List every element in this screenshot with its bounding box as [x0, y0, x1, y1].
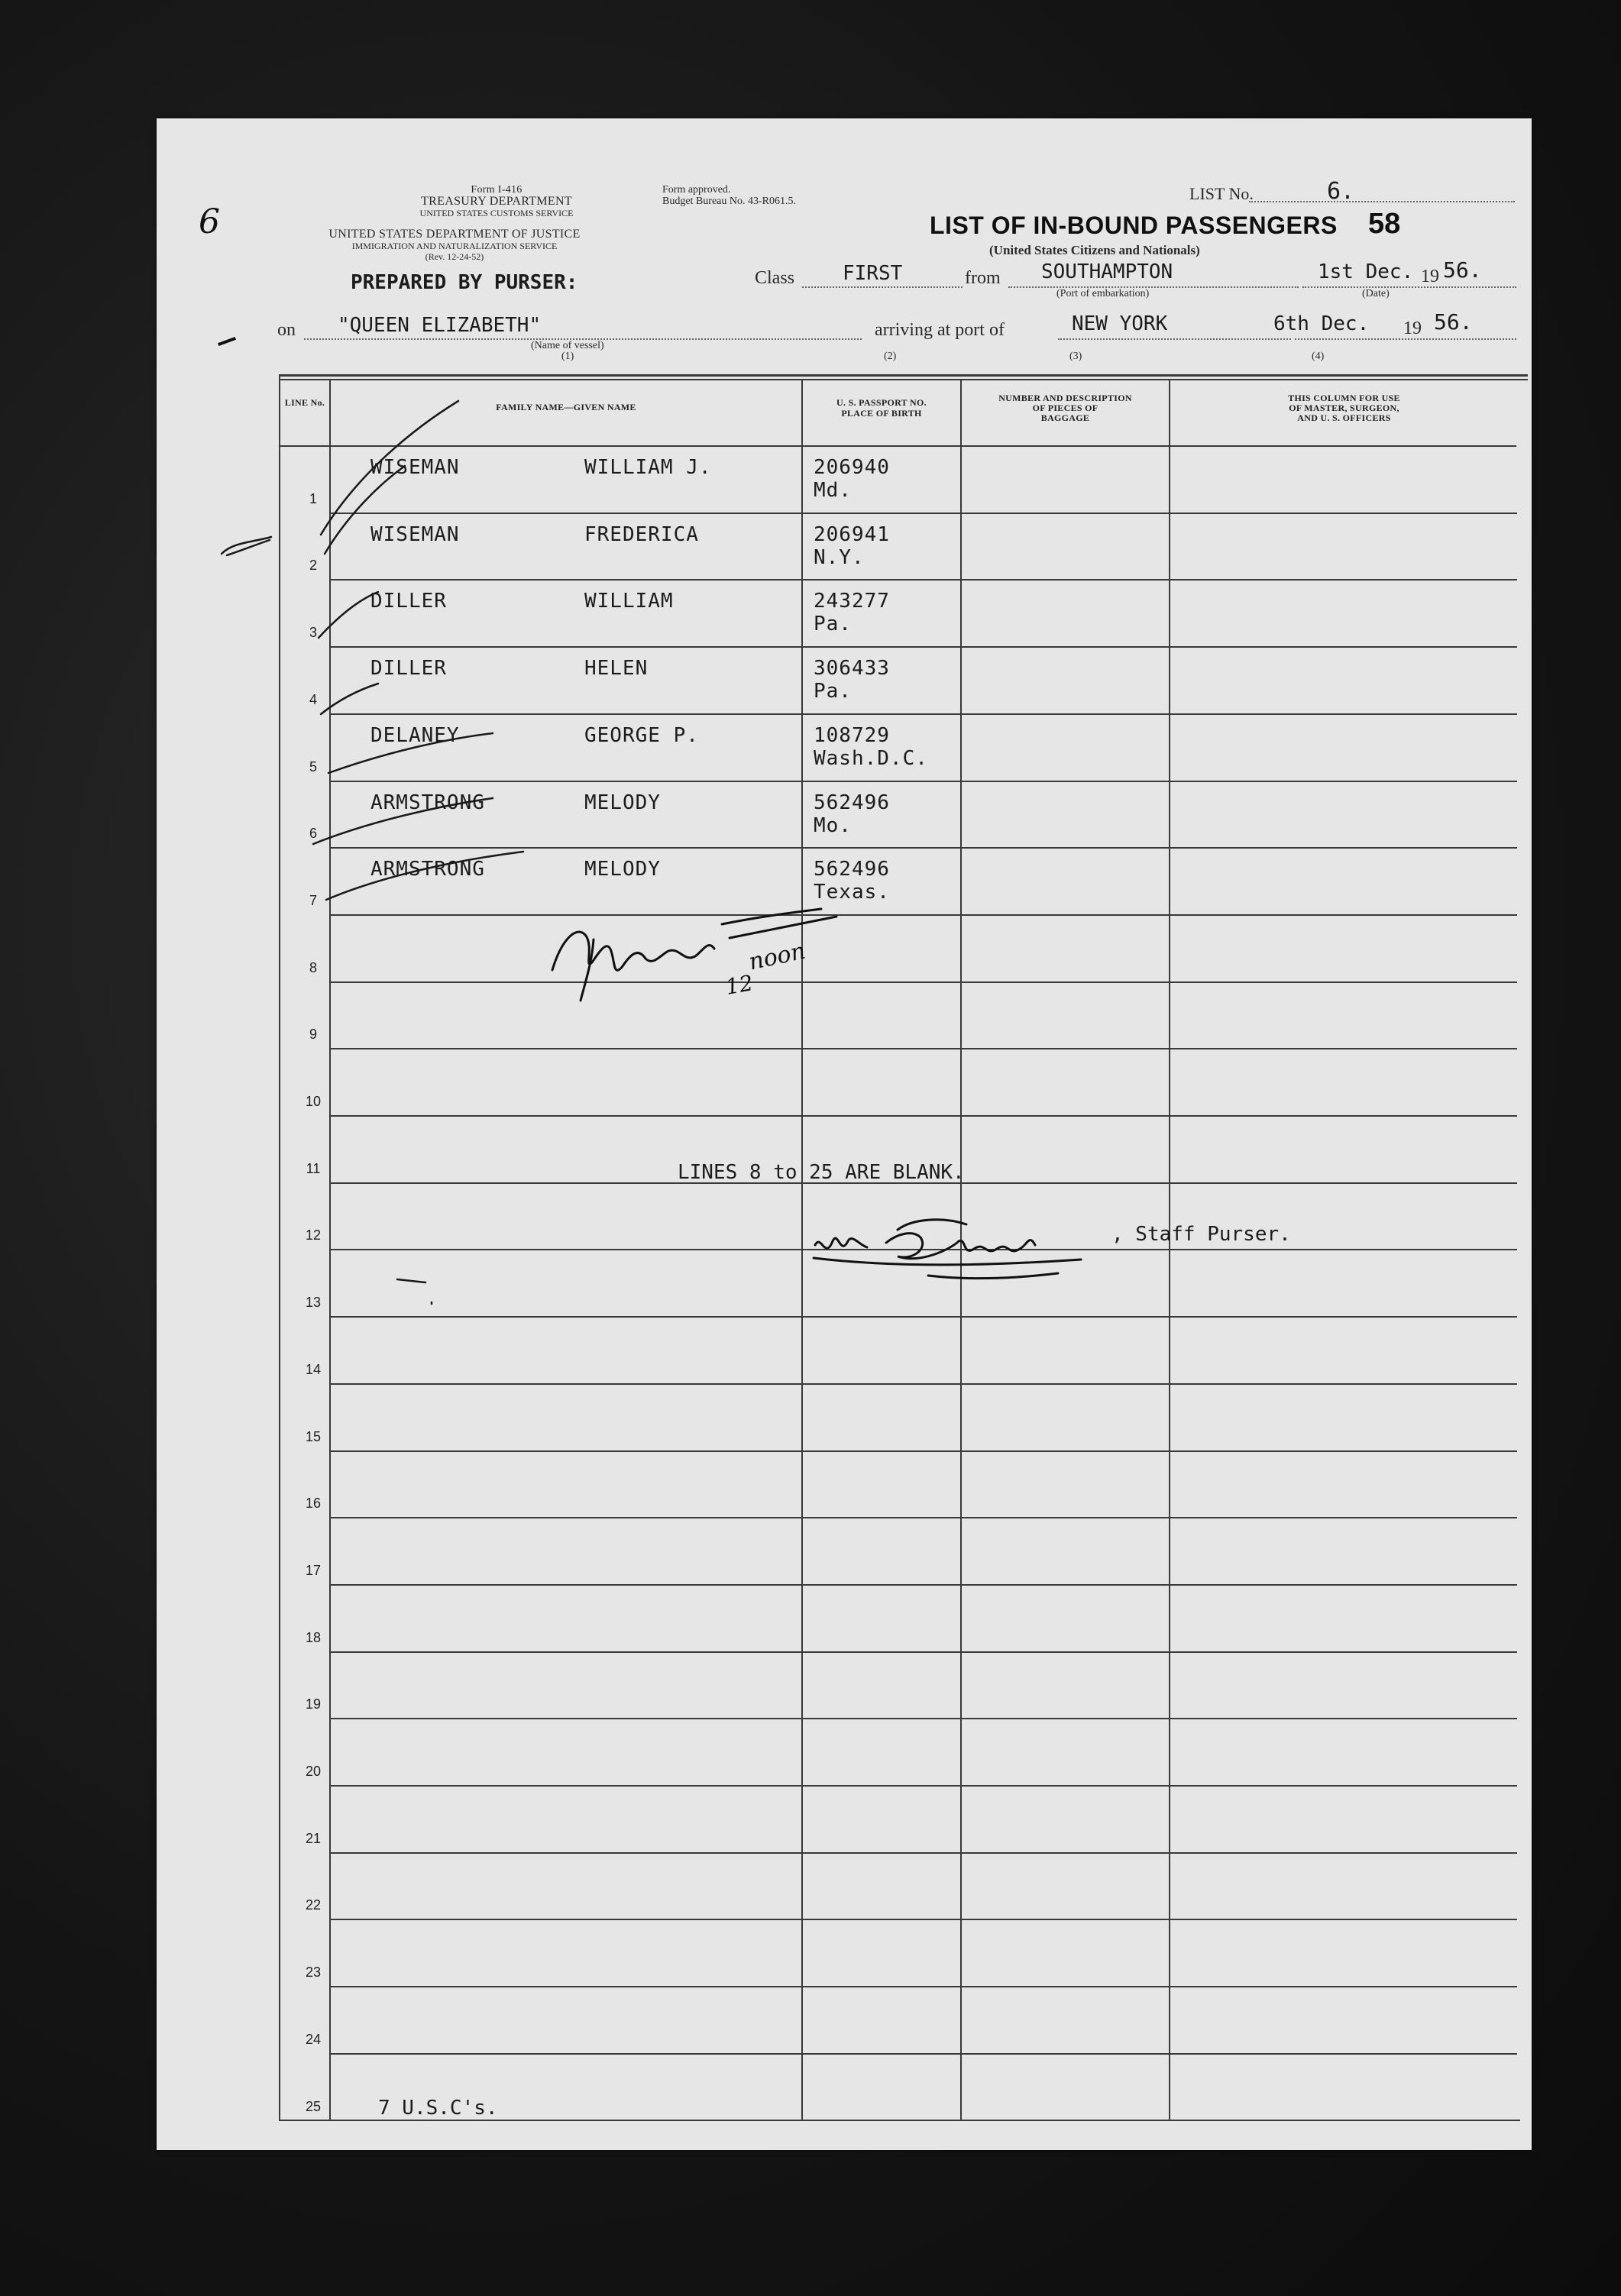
- form-number: Form I-416: [471, 184, 523, 196]
- passport-number: 306433: [814, 657, 890, 680]
- date-year-prefix: 19: [1421, 267, 1439, 286]
- line-number: 1: [309, 491, 317, 506]
- family-name: DELANEY: [370, 724, 460, 747]
- place-of-birth: Mo.: [814, 814, 852, 837]
- line-number: 22: [305, 1897, 322, 1913]
- given-name: HELEN: [584, 657, 649, 680]
- line-number: 16: [305, 1496, 322, 1511]
- line-number: 15: [305, 1429, 322, 1444]
- line-number: 5: [309, 759, 317, 774]
- margin-handwritten-mark: 6: [199, 202, 220, 241]
- line-number: 19: [305, 1696, 322, 1712]
- line-number: 12: [305, 1227, 322, 1243]
- check-mark-line-5: [328, 733, 493, 773]
- passport-number: 562496: [814, 791, 890, 814]
- col-header-birthplace: PLACE OF BIRTH: [841, 408, 922, 419]
- list-number-value: 6.: [1327, 178, 1355, 205]
- arrival-year: 56.: [1434, 309, 1473, 335]
- from-value: SOUTHAMPTON: [1041, 260, 1173, 283]
- form-approved: Form approved.: [662, 184, 731, 196]
- handwritten-12: 12: [723, 970, 755, 1000]
- handwritten-noon: noon: [746, 937, 808, 976]
- class-label: Class: [755, 268, 795, 288]
- passport-number: 108729: [814, 724, 890, 747]
- passport-number: 206940: [814, 456, 890, 479]
- page-subtitle: (United States Citizens and Nationals): [989, 243, 1200, 257]
- arrival-port: NEW YORK: [1072, 312, 1168, 335]
- line-number: 21: [305, 1831, 322, 1846]
- given-name: WILLIAM J.: [584, 456, 712, 479]
- col-header-officers-3: AND U. S. OFFICERS: [1297, 412, 1391, 423]
- line-number: 25: [305, 2099, 322, 2114]
- line-number: 7: [309, 893, 317, 908]
- check-mark-line-4: [321, 684, 378, 714]
- line-number: 13: [305, 1295, 322, 1310]
- given-name: MELODY: [584, 858, 661, 881]
- place-of-birth: Texas.: [814, 881, 890, 904]
- on-label: on: [277, 320, 296, 340]
- place-of-birth: Pa.: [814, 680, 852, 703]
- page-title: LIST OF IN-BOUND PASSENGERS: [930, 212, 1338, 239]
- blank-lines-note: LINES 8 to 25 ARE BLANK.: [678, 1161, 965, 1184]
- place-of-birth: Md.: [814, 479, 852, 502]
- arriving-label: arriving at port of: [875, 320, 1005, 340]
- line-number: 20: [305, 1764, 322, 1779]
- line-number: 23: [305, 1965, 322, 1980]
- margin-flourish: [222, 537, 271, 555]
- ins: IMMIGRATION AND NATURALIZATION SERVICE: [351, 241, 558, 251]
- col-header-baggage: NUMBER AND DESCRIPTION: [998, 393, 1132, 403]
- family-name: WISEMAN: [370, 523, 460, 546]
- passport-number: 206941: [814, 523, 890, 546]
- place-of-birth: Pa.: [814, 613, 852, 635]
- total-citizens: 7 U.S.C's.: [378, 2097, 498, 2120]
- given-name: WILLIAM: [584, 590, 674, 613]
- place-of-birth: N.Y.: [814, 546, 865, 569]
- line-number: 14: [305, 1362, 322, 1377]
- budget-bureau: Budget Bureau No. 43-R061.5.: [662, 196, 796, 207]
- line-number: 17: [305, 1563, 322, 1578]
- class-value: FIRST: [843, 262, 903, 285]
- port-embarkation-caption: (Port of embarkation): [1056, 288, 1150, 299]
- check-mark-line-1: [321, 401, 458, 535]
- manifest-sheet: [157, 118, 1532, 2150]
- check-marks: [157, 118, 1532, 2150]
- given-name: MELODY: [584, 791, 661, 814]
- date-year: 56.: [1443, 257, 1482, 283]
- staff-purser-label: , Staff Purser.: [1111, 1223, 1291, 1246]
- date-caption: (Date): [1362, 288, 1390, 299]
- line-number: 4: [309, 692, 317, 707]
- caption-1: (1): [561, 351, 574, 362]
- col-header-name: FAMILY NAME—GIVEN NAME: [496, 402, 636, 412]
- treasury-department: TREASURY DEPARTMENT: [421, 195, 572, 208]
- col-header-passport: U. S. PASSPORT NO.: [836, 397, 927, 408]
- line-number: 9: [309, 1027, 317, 1042]
- col-header-officers: THIS COLUMN FOR USE: [1288, 393, 1400, 403]
- col-header-baggage-3: BAGGAGE: [1040, 412, 1090, 423]
- purser-signature: [806, 1203, 1127, 1287]
- family-name: ARMSTRONG: [370, 791, 485, 814]
- check-mark-line-6: [313, 798, 493, 844]
- line-number: 24: [305, 2032, 322, 2047]
- line-number: 2: [309, 558, 317, 573]
- family-name: ARMSTRONG: [370, 858, 485, 881]
- caption-2: (2): [884, 351, 897, 362]
- check-mark-line-3: [319, 592, 378, 638]
- given-name: FREDERICA: [584, 523, 699, 546]
- handwritten-initials: [539, 894, 859, 1008]
- line-number: 6: [309, 826, 317, 841]
- revision: (Rev. 12-24-52): [425, 251, 484, 262]
- caption-4: (4): [1312, 351, 1325, 362]
- from-label: from: [965, 268, 1001, 288]
- passport-number: 243277: [814, 590, 890, 613]
- page-number: 58: [1368, 208, 1401, 240]
- arrival-year-prefix: 19: [1403, 319, 1422, 338]
- col-header-line-no: LINE No.: [284, 397, 325, 408]
- vessel-name: "QUEEN ELIZABETH": [338, 314, 542, 337]
- family-name: DILLER: [370, 657, 447, 680]
- list-number-label: LIST No.: [1189, 184, 1254, 203]
- place-of-birth: Wash.D.C.: [814, 747, 928, 770]
- given-name: GEORGE P.: [584, 724, 699, 747]
- line-number: 11: [306, 1161, 321, 1176]
- caption-3: (3): [1069, 351, 1082, 362]
- arrival-date: 6th Dec.: [1273, 312, 1370, 335]
- vessel-caption: (Name of vessel): [531, 340, 604, 351]
- col-header-officers-2: OF MASTER, SURGEON,: [1289, 403, 1399, 413]
- line-number: 3: [309, 625, 317, 640]
- customs-service: UNITED STATES CUSTOMS SERVICE: [419, 208, 574, 218]
- check-mark-line-7: [326, 852, 523, 900]
- department-of-justice: UNITED STATES DEPARTMENT OF JUSTICE: [328, 228, 581, 241]
- date-value: 1st Dec.: [1318, 260, 1414, 283]
- line-number: 18: [305, 1630, 322, 1645]
- tick-mark: [397, 1279, 432, 1304]
- col-header-baggage-2: OF PIECES OF: [1032, 403, 1098, 413]
- family-name: DILLER: [370, 590, 447, 613]
- passport-number: 562496: [814, 858, 890, 881]
- prepared-by-purser: PREPARED BY PURSER:: [351, 271, 578, 294]
- family-name: WISEMAN: [370, 456, 460, 479]
- line-number: 10: [305, 1094, 322, 1109]
- line-number: 8: [309, 960, 317, 975]
